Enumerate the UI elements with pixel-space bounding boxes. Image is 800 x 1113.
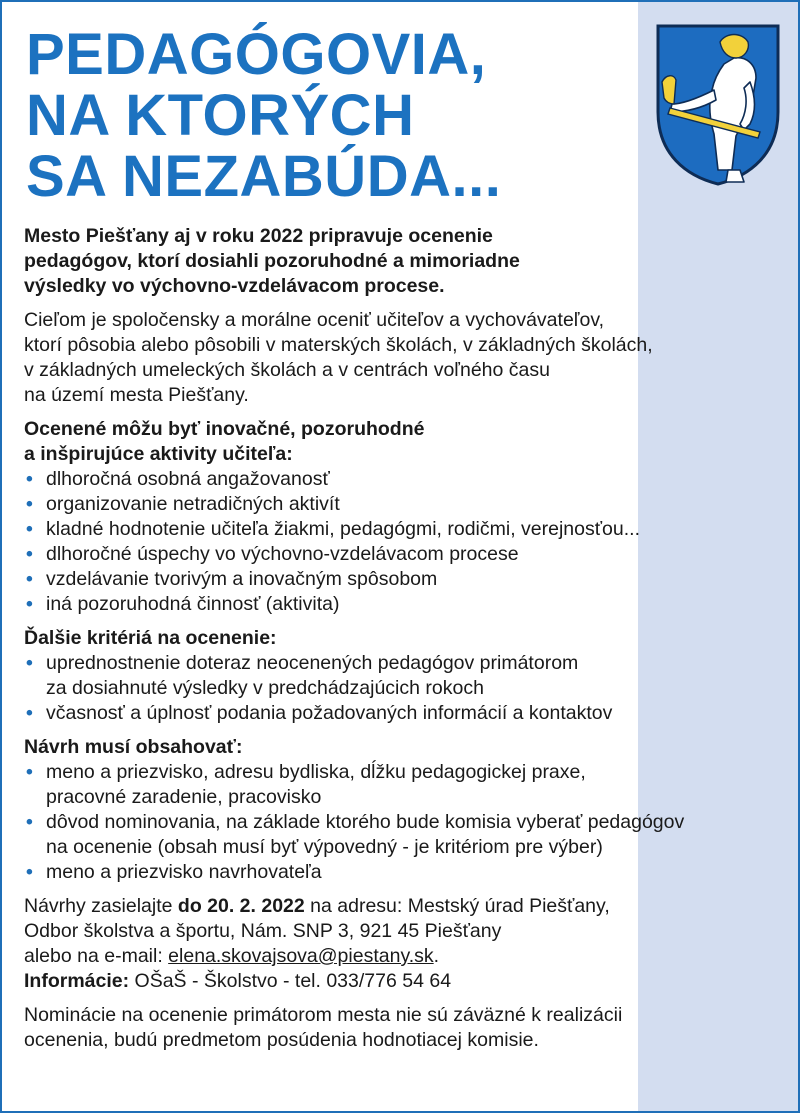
list-item: • dlhoročné úspechy vo výchovno-vzdelávacom procese bbox=[24, 542, 794, 567]
footer-line: Nominácie na ocenenie primátorom mesta nie sú záväzné k realizácii bbox=[24, 1004, 623, 1026]
info-line bbox=[24, 969, 794, 994]
activities-heading-line: Ocenené môžu byť inovačné, pozoruhodné bbox=[24, 418, 425, 440]
intro-line: Mesto Piešťany aj v roku 2022 pripravuje ocenenie bbox=[24, 225, 493, 247]
criteria-list bbox=[24, 651, 794, 726]
submission-line bbox=[24, 894, 794, 919]
list-item: • meno a priezvisko navrhovateľa bbox=[24, 860, 794, 885]
list-item: • vzdelávanie tvorivým a inovačným spôsobom bbox=[24, 567, 794, 592]
proposal-list bbox=[24, 760, 794, 885]
poster-content bbox=[24, 224, 794, 1053]
goal-paragraph bbox=[24, 308, 794, 408]
info-label: Informácie: bbox=[24, 970, 130, 992]
piestany-coat-of-arms-icon bbox=[652, 20, 784, 188]
title-line: SA NEZABÚDA... bbox=[26, 144, 502, 209]
intro-paragraph bbox=[24, 224, 794, 299]
submission-text: na adresu: Mestský úrad Piešťany, bbox=[304, 895, 610, 917]
intro-line: výsledky vo výchovno-vzdelávacom procese. bbox=[24, 275, 445, 297]
submission-paragraph bbox=[24, 894, 794, 994]
submission-text: . bbox=[433, 945, 440, 967]
title-line: NA KTORÝCH bbox=[26, 83, 415, 148]
goal-line: Cieľom je spoločensky a morálne oceniť učiteľov a vychovávateľov, bbox=[24, 309, 605, 331]
activities-heading bbox=[24, 417, 794, 467]
list-item: • iná pozoruhodná činnosť (aktivita) bbox=[24, 592, 794, 617]
proposal-item-line: na ocenenie (obsah musí byť výpovedný - je kritériom pre výber) bbox=[46, 836, 603, 858]
list-item bbox=[24, 651, 794, 701]
title-line: PEDAGÓGOVIA, bbox=[26, 22, 487, 87]
criteria-item-line: • uprednostnenie doteraz neocenených pedagógov primátorom bbox=[46, 652, 579, 674]
info-text: OŠaŠ - Školstvo - tel. 033/776 54 64 bbox=[129, 970, 452, 992]
footer-note bbox=[24, 1003, 794, 1053]
submission-line bbox=[24, 944, 794, 969]
submission-address: Odbor školstva a športu, Nám. SNP 3, 921 45 Piešťany bbox=[24, 920, 502, 942]
footer-line: ocenenia, budú predmetom posúdenia hodnotiacej komisie. bbox=[24, 1029, 539, 1051]
intro-line: pedagógov, ktorí dosiahli pozoruhodné a mimoriadne bbox=[24, 250, 520, 272]
email-link[interactable]: elena.skovajsova@piestany.sk bbox=[168, 945, 434, 967]
goal-line: ktorí pôsobia alebo pôsobili v materských školách, v základných školách, bbox=[24, 334, 653, 356]
submission-text: alebo na e-mail: bbox=[24, 945, 169, 967]
submission-text: Návrhy zasielajte bbox=[24, 895, 178, 917]
proposal-item-line: • dôvod nominovania, na základe ktorého bude komisia vyberať pedagógov bbox=[46, 811, 685, 833]
proposal-item-line: • meno a priezvisko, adresu bydliska, dĺžku pedagogickej praxe, bbox=[46, 761, 586, 783]
goal-line: na území mesta Piešťany. bbox=[24, 384, 249, 406]
list-item bbox=[24, 810, 794, 860]
activities-heading-line: a inšpirujúce aktivity učiteľa: bbox=[24, 443, 293, 465]
list-item: • kladné hodnotenie učiteľa žiakmi, pedagógmi, rodičmi, verejnosťou... bbox=[24, 517, 794, 542]
criteria-item-line: za dosiahnuté výsledky v predchádzajúcich rokoch bbox=[46, 677, 484, 699]
deadline: do 20. 2. 2022 bbox=[177, 895, 305, 917]
proposal-heading: Návrh musí obsahovať: bbox=[24, 736, 243, 758]
goal-line: v základných umeleckých školách a v centrách voľného času bbox=[24, 359, 550, 381]
criteria-heading: Ďalšie kritériá na ocenenie: bbox=[24, 627, 277, 649]
proposal-item-line: pracovné zaradenie, pracovisko bbox=[46, 786, 322, 808]
activities-list bbox=[24, 467, 794, 617]
list-item: • organizovanie netradičných aktivít bbox=[24, 492, 794, 517]
list-item: • dlhoročná osobná angažovanosť bbox=[24, 467, 794, 492]
page-title bbox=[26, 24, 501, 207]
list-item bbox=[24, 760, 794, 810]
list-item: • včasnosť a úplnosť podania požadovaných informácií a kontaktov bbox=[24, 701, 794, 726]
